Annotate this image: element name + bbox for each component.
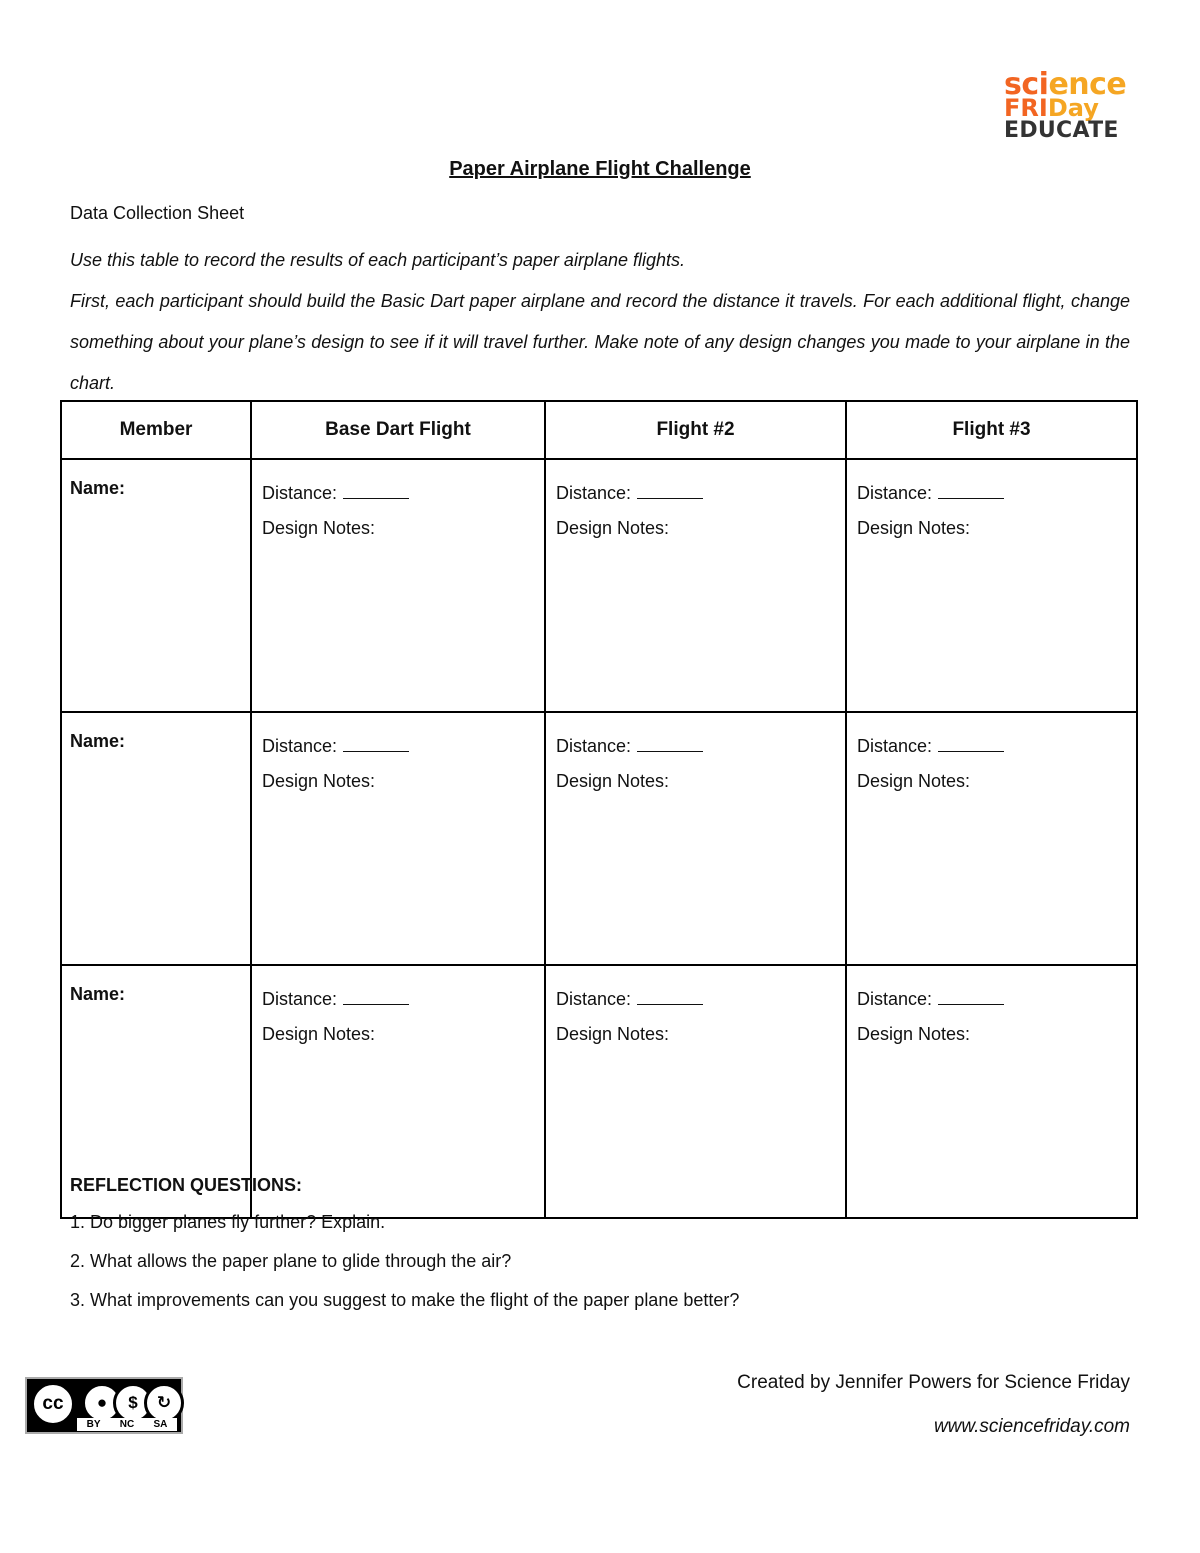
distance-blank[interactable] — [938, 733, 1004, 752]
data-collection-table — [60, 400, 1138, 1219]
instructions-line-2: First, each participant should build the Basic Dart paper airplane and record the distance it travels. For each additional flight, change something about your plane’s design to see if it will travel further. Make note of any design changes you made to your airplane in the chart. — [70, 291, 1130, 393]
reflection-section — [70, 1175, 739, 1329]
distance-label: Distance: — [857, 736, 933, 756]
distance-blank[interactable] — [343, 480, 409, 499]
distance-label: Distance: — [857, 989, 933, 1009]
design-notes-label: Design Notes: — [262, 1024, 376, 1044]
table-row — [61, 459, 1137, 712]
instructions-line-1: Use this table to record the results of each participant’s paper airplane flights. — [70, 250, 686, 270]
distance-label: Distance: — [556, 483, 632, 503]
sharealike-icon: ↻ — [144, 1383, 184, 1423]
page-title: Paper Airplane Flight Challenge — [449, 158, 751, 180]
reflection-question: 2. What allows the paper plane to glide through the air? — [70, 1251, 512, 1271]
logo-line-educate: EDUCATE — [1004, 118, 1119, 143]
flight-cell[interactable] — [251, 459, 545, 712]
license-nc: NC — [119, 1419, 135, 1430]
name-label: Name: — [70, 478, 126, 498]
reflection-question: 3. What improvements can you suggest to make the flight of the paper plane better? — [70, 1290, 740, 1310]
name-label: Name: — [70, 731, 126, 751]
logo-line-science: science — [1004, 67, 1127, 102]
creative-commons-badge — [25, 1377, 183, 1434]
design-notes-label: Design Notes: — [556, 518, 670, 538]
distance-blank[interactable] — [637, 733, 703, 752]
attribution-icon: ● — [82, 1383, 122, 1423]
flight-cell[interactable] — [545, 712, 846, 965]
design-notes-label: Design Notes: — [262, 771, 376, 791]
flight-cell[interactable] — [846, 712, 1137, 965]
distance-blank[interactable] — [343, 733, 409, 752]
header-flight-2: Flight #2 — [545, 401, 846, 459]
instructions — [70, 240, 1130, 404]
design-notes-label: Design Notes: — [857, 771, 971, 791]
cc-icon: cc — [31, 1382, 75, 1426]
table-header-row — [61, 401, 1137, 459]
distance-blank[interactable] — [938, 986, 1004, 1005]
design-notes-label: Design Notes: — [262, 518, 376, 538]
member-name-cell[interactable] — [61, 459, 251, 712]
name-label: Name: — [70, 984, 126, 1004]
design-notes-label: Design Notes: — [556, 1024, 670, 1044]
header-member: Member — [61, 401, 251, 459]
distance-blank[interactable] — [343, 986, 409, 1005]
header-flight-3: Flight #3 — [846, 401, 1137, 459]
distance-blank[interactable] — [938, 480, 1004, 499]
table-row — [61, 712, 1137, 965]
flight-cell[interactable] — [251, 712, 545, 965]
distance-label: Distance: — [262, 736, 338, 756]
logo-line-friday: FRIDay — [1004, 94, 1099, 122]
license-by: BY — [86, 1419, 101, 1430]
flight-cell[interactable] — [545, 459, 846, 712]
flight-cell[interactable] — [846, 459, 1137, 712]
distance-blank[interactable] — [637, 480, 703, 499]
reflection-question: 1. Do bigger planes fly further? Explain. — [70, 1212, 386, 1232]
website-link[interactable]: www.sciencefriday.com — [933, 1416, 1130, 1437]
distance-label: Distance: — [857, 483, 933, 503]
credit-text: Created by Jennifer Powers for Science Friday — [737, 1372, 1130, 1393]
license-sa: SA — [153, 1419, 168, 1430]
science-friday-educate-logo — [1004, 67, 1134, 143]
member-name-cell[interactable] — [61, 712, 251, 965]
flight-cell[interactable] — [846, 965, 1137, 1218]
reflection-heading: REFLECTION QUESTIONS: — [70, 1175, 303, 1195]
distance-label: Distance: — [556, 736, 632, 756]
license-labels — [77, 1418, 177, 1431]
distance-label: Distance: — [262, 989, 338, 1009]
noncommercial-icon: $ — [113, 1383, 153, 1423]
page-subtitle: Data Collection Sheet — [70, 203, 245, 223]
credit-block — [737, 1372, 1130, 1438]
header-base-dart: Base Dart Flight — [251, 401, 545, 459]
distance-label: Distance: — [262, 483, 338, 503]
design-notes-label: Design Notes: — [556, 771, 670, 791]
distance-label: Distance: — [556, 989, 632, 1009]
design-notes-label: Design Notes: — [857, 1024, 971, 1044]
distance-blank[interactable] — [637, 986, 703, 1005]
design-notes-label: Design Notes: — [857, 518, 971, 538]
